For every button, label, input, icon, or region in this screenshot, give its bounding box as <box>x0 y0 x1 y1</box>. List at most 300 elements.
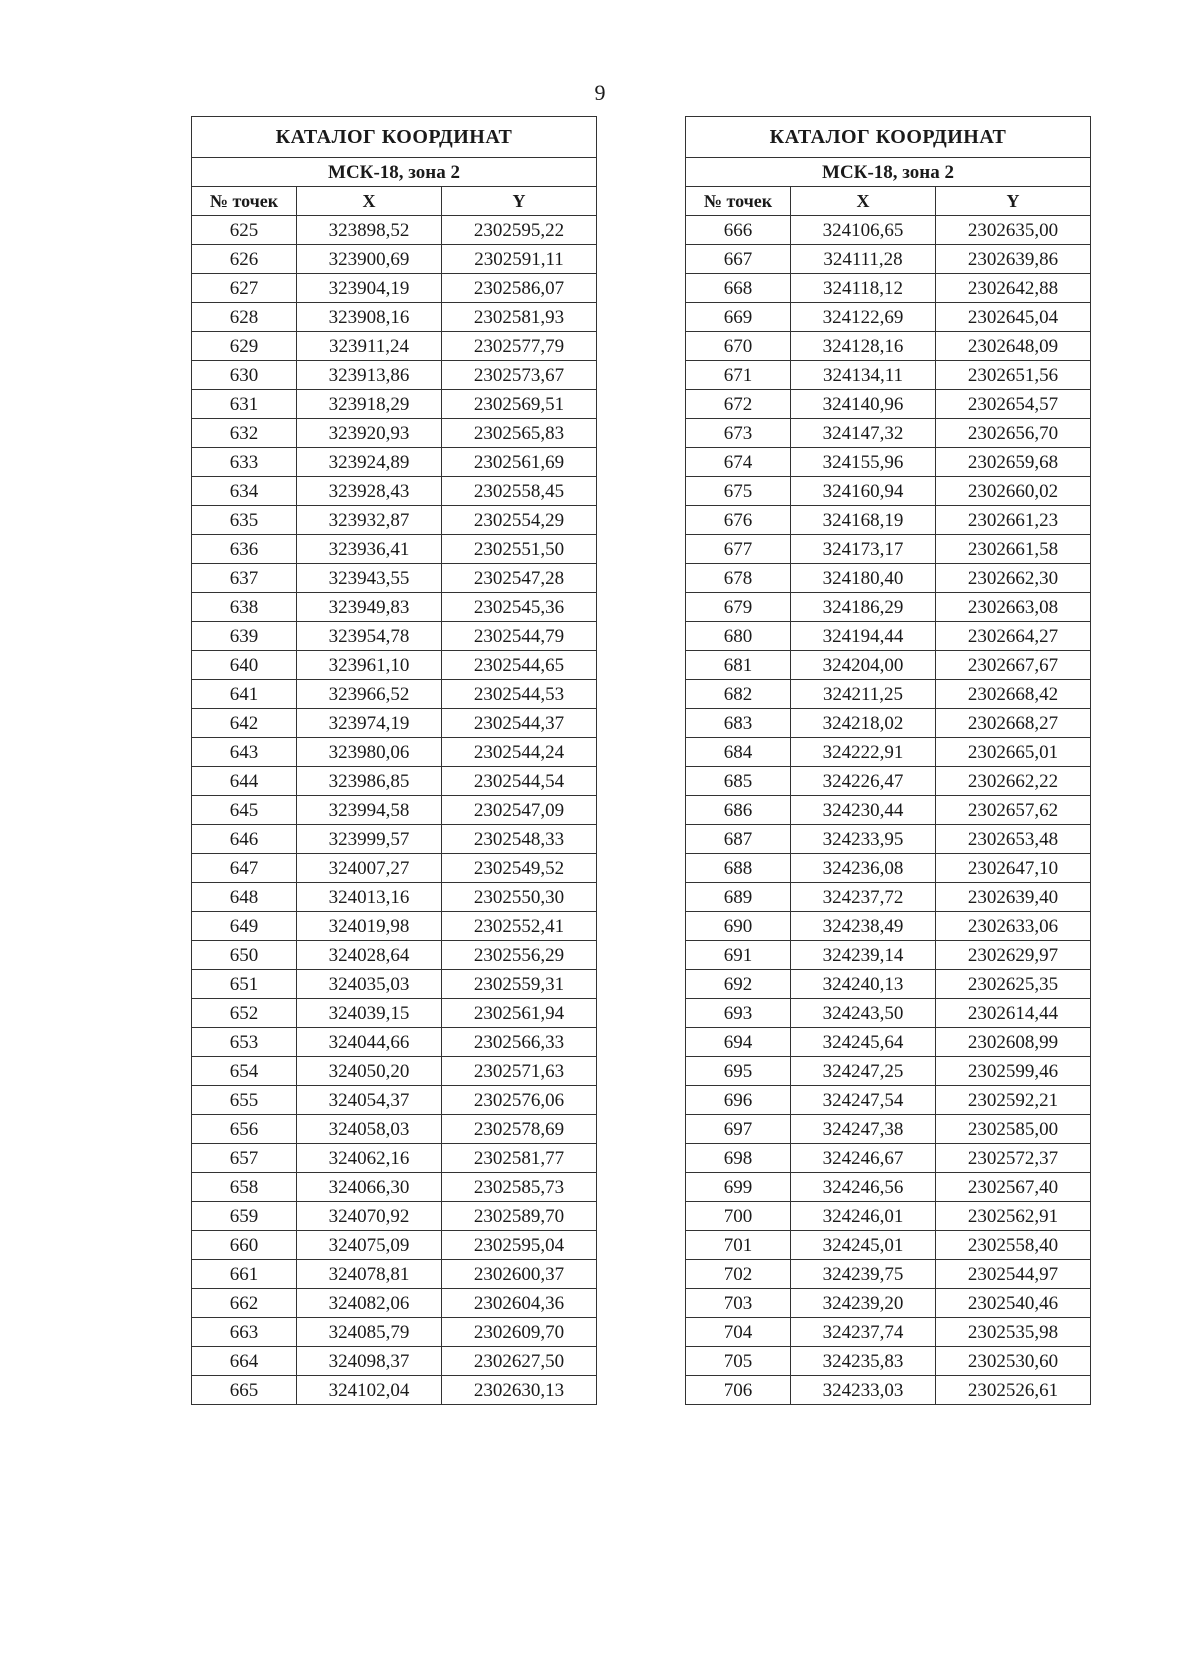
table-row <box>192 216 597 245</box>
cell-y: 2302578,69 <box>442 1115 597 1144</box>
cell-y: 2302530,60 <box>936 1347 1091 1376</box>
table-row <box>192 448 597 477</box>
table-row <box>192 970 597 999</box>
cell-y: 2302558,40 <box>936 1231 1091 1260</box>
cell-x: 323980,06 <box>297 738 442 767</box>
cell-point-number: 663 <box>192 1318 297 1347</box>
cell-point-number: 631 <box>192 390 297 419</box>
cell-point-number: 661 <box>192 1260 297 1289</box>
table-row <box>686 680 1091 709</box>
cell-x: 324194,44 <box>791 622 936 651</box>
cell-x: 323966,52 <box>297 680 442 709</box>
cell-x: 324044,66 <box>297 1028 442 1057</box>
table-row <box>192 274 597 303</box>
cell-x: 324075,09 <box>297 1231 442 1260</box>
table-row <box>192 1202 597 1231</box>
table-row <box>686 419 1091 448</box>
cell-x: 324066,30 <box>297 1173 442 1202</box>
cell-x: 324245,01 <box>791 1231 936 1260</box>
table-row <box>686 796 1091 825</box>
cell-x: 324222,91 <box>791 738 936 767</box>
cell-y: 2302668,27 <box>936 709 1091 738</box>
cell-y: 2302558,45 <box>442 477 597 506</box>
cell-point-number: 676 <box>686 506 791 535</box>
cell-x: 323911,24 <box>297 332 442 361</box>
table-row <box>192 361 597 390</box>
cell-y: 2302662,30 <box>936 564 1091 593</box>
table-row <box>686 448 1091 477</box>
cell-y: 2302544,53 <box>442 680 597 709</box>
cell-x: 324226,47 <box>791 767 936 796</box>
table-row <box>192 1231 597 1260</box>
cell-x: 324007,27 <box>297 854 442 883</box>
cell-point-number: 691 <box>686 941 791 970</box>
cell-y: 2302550,30 <box>442 883 597 912</box>
cell-x: 323974,19 <box>297 709 442 738</box>
table-row <box>686 361 1091 390</box>
cell-y: 2302591,11 <box>442 245 597 274</box>
cell-point-number: 689 <box>686 883 791 912</box>
cell-x: 324013,16 <box>297 883 442 912</box>
table-row <box>192 477 597 506</box>
cell-y: 2302604,36 <box>442 1289 597 1318</box>
cell-point-number: 703 <box>686 1289 791 1318</box>
cell-x: 323949,83 <box>297 593 442 622</box>
table-row <box>192 245 597 274</box>
cell-y: 2302633,06 <box>936 912 1091 941</box>
cell-x: 324058,03 <box>297 1115 442 1144</box>
cell-x: 324180,40 <box>791 564 936 593</box>
cell-point-number: 681 <box>686 651 791 680</box>
cell-y: 2302577,79 <box>442 332 597 361</box>
table-row <box>686 970 1091 999</box>
cell-x: 324122,69 <box>791 303 936 332</box>
cell-x: 324243,50 <box>791 999 936 1028</box>
table-row <box>192 941 597 970</box>
table-row <box>686 535 1091 564</box>
cell-x: 323999,57 <box>297 825 442 854</box>
cell-point-number: 684 <box>686 738 791 767</box>
table-row <box>686 303 1091 332</box>
cell-y: 2302664,27 <box>936 622 1091 651</box>
cell-point-number: 625 <box>192 216 297 245</box>
table-row <box>192 912 597 941</box>
cell-point-number: 655 <box>192 1086 297 1115</box>
cell-y: 2302581,77 <box>442 1144 597 1173</box>
cell-x: 324247,54 <box>791 1086 936 1115</box>
cell-point-number: 678 <box>686 564 791 593</box>
table-row <box>192 999 597 1028</box>
cell-point-number: 699 <box>686 1173 791 1202</box>
table-row <box>192 854 597 883</box>
coordinate-catalog-table-right <box>685 116 1091 1405</box>
cell-x: 324235,83 <box>791 1347 936 1376</box>
cell-x: 323904,19 <box>297 274 442 303</box>
cell-y: 2302592,21 <box>936 1086 1091 1115</box>
cell-y: 2302565,83 <box>442 419 597 448</box>
cell-y: 2302559,31 <box>442 970 597 999</box>
column-header-y: Y <box>442 187 597 216</box>
cell-x: 324218,02 <box>791 709 936 738</box>
table-row <box>192 1289 597 1318</box>
cell-point-number: 697 <box>686 1115 791 1144</box>
coordinate-system-label: МСК-18, зона 2 <box>686 158 1091 187</box>
cell-point-number: 629 <box>192 332 297 361</box>
cell-x: 323986,85 <box>297 767 442 796</box>
cell-x: 323936,41 <box>297 535 442 564</box>
cell-y: 2302661,58 <box>936 535 1091 564</box>
cell-x: 324134,11 <box>791 361 936 390</box>
table-row <box>192 1086 597 1115</box>
cell-y: 2302653,48 <box>936 825 1091 854</box>
cell-y: 2302608,99 <box>936 1028 1091 1057</box>
table-row <box>192 1376 597 1405</box>
cell-point-number: 672 <box>686 390 791 419</box>
table-row <box>192 767 597 796</box>
cell-x: 324147,32 <box>791 419 936 448</box>
cell-point-number: 654 <box>192 1057 297 1086</box>
cell-point-number: 646 <box>192 825 297 854</box>
cell-y: 2302551,50 <box>442 535 597 564</box>
table-row <box>686 332 1091 361</box>
table-row <box>192 1173 597 1202</box>
cell-y: 2302549,52 <box>442 854 597 883</box>
table-row <box>686 854 1091 883</box>
cell-x: 324240,13 <box>791 970 936 999</box>
cell-y: 2302585,00 <box>936 1115 1091 1144</box>
cell-x: 324245,64 <box>791 1028 936 1057</box>
cell-x: 324239,14 <box>791 941 936 970</box>
cell-y: 2302627,50 <box>442 1347 597 1376</box>
cell-x: 324230,44 <box>791 796 936 825</box>
cell-point-number: 686 <box>686 796 791 825</box>
table-row <box>192 1057 597 1086</box>
cell-point-number: 636 <box>192 535 297 564</box>
table-row <box>686 593 1091 622</box>
cell-x: 324186,29 <box>791 593 936 622</box>
cell-y: 2302552,41 <box>442 912 597 941</box>
cell-y: 2302625,35 <box>936 970 1091 999</box>
table-row <box>686 912 1091 941</box>
cell-y: 2302567,40 <box>936 1173 1091 1202</box>
table-row <box>686 216 1091 245</box>
cell-x: 324102,04 <box>297 1376 442 1405</box>
cell-point-number: 690 <box>686 912 791 941</box>
cell-y: 2302573,67 <box>442 361 597 390</box>
cell-x: 324233,03 <box>791 1376 936 1405</box>
table-row <box>192 738 597 767</box>
cell-y: 2302667,67 <box>936 651 1091 680</box>
cell-y: 2302566,33 <box>442 1028 597 1057</box>
cell-x: 324173,17 <box>791 535 936 564</box>
cell-y: 2302614,44 <box>936 999 1091 1028</box>
cell-x: 324035,03 <box>297 970 442 999</box>
cell-point-number: 637 <box>192 564 297 593</box>
table-row <box>192 506 597 535</box>
cell-y: 2302648,09 <box>936 332 1091 361</box>
cell-x: 324237,72 <box>791 883 936 912</box>
table-row <box>686 1173 1091 1202</box>
cell-point-number: 682 <box>686 680 791 709</box>
cell-point-number: 647 <box>192 854 297 883</box>
table-row <box>686 245 1091 274</box>
cell-x: 324233,95 <box>791 825 936 854</box>
cell-point-number: 698 <box>686 1144 791 1173</box>
cell-y: 2302535,98 <box>936 1318 1091 1347</box>
cell-point-number: 685 <box>686 767 791 796</box>
cell-x: 324098,37 <box>297 1347 442 1376</box>
cell-y: 2302629,97 <box>936 941 1091 970</box>
cell-point-number: 668 <box>686 274 791 303</box>
cell-y: 2302585,73 <box>442 1173 597 1202</box>
table-row <box>192 1144 597 1173</box>
cell-point-number: 701 <box>686 1231 791 1260</box>
cell-point-number: 692 <box>686 970 791 999</box>
table-row <box>192 651 597 680</box>
table-row <box>686 883 1091 912</box>
cell-x: 324204,00 <box>791 651 936 680</box>
cell-x: 324039,15 <box>297 999 442 1028</box>
cell-point-number: 649 <box>192 912 297 941</box>
cell-y: 2302647,10 <box>936 854 1091 883</box>
cell-x: 324054,37 <box>297 1086 442 1115</box>
cell-point-number: 696 <box>686 1086 791 1115</box>
table-row <box>686 1057 1091 1086</box>
table-row <box>192 332 597 361</box>
cell-point-number: 666 <box>686 216 791 245</box>
cell-y: 2302561,69 <box>442 448 597 477</box>
cell-point-number: 657 <box>192 1144 297 1173</box>
cell-point-number: 640 <box>192 651 297 680</box>
cell-x: 324128,16 <box>791 332 936 361</box>
cell-y: 2302540,46 <box>936 1289 1091 1318</box>
cell-point-number: 669 <box>686 303 791 332</box>
cell-x: 324211,25 <box>791 680 936 709</box>
cell-y: 2302662,22 <box>936 767 1091 796</box>
column-header-point-number: № точек <box>192 187 297 216</box>
cell-y: 2302654,57 <box>936 390 1091 419</box>
cell-x: 324155,96 <box>791 448 936 477</box>
catalog-title: КАТАЛОГ КООРДИНАТ <box>192 117 597 158</box>
catalog-title: КАТАЛОГ КООРДИНАТ <box>686 117 1091 158</box>
cell-x: 323924,89 <box>297 448 442 477</box>
cell-y: 2302659,68 <box>936 448 1091 477</box>
table-row <box>686 999 1091 1028</box>
table-row <box>192 535 597 564</box>
cell-y: 2302544,97 <box>936 1260 1091 1289</box>
table-row <box>686 738 1091 767</box>
cell-point-number: 648 <box>192 883 297 912</box>
cell-point-number: 687 <box>686 825 791 854</box>
table-row <box>686 564 1091 593</box>
cell-point-number: 659 <box>192 1202 297 1231</box>
table-row <box>686 477 1091 506</box>
cell-point-number: 693 <box>686 999 791 1028</box>
cell-point-number: 630 <box>192 361 297 390</box>
cell-point-number: 677 <box>686 535 791 564</box>
cell-y: 2302651,56 <box>936 361 1091 390</box>
table-row <box>686 767 1091 796</box>
table-row <box>686 1086 1091 1115</box>
cell-y: 2302544,37 <box>442 709 597 738</box>
cell-point-number: 705 <box>686 1347 791 1376</box>
cell-y: 2302544,65 <box>442 651 597 680</box>
cell-x: 324106,65 <box>791 216 936 245</box>
table-row <box>192 796 597 825</box>
column-header-x: X <box>791 187 936 216</box>
table-row <box>192 622 597 651</box>
table-row <box>686 506 1091 535</box>
table-row <box>686 825 1091 854</box>
cell-point-number: 627 <box>192 274 297 303</box>
cell-y: 2302569,51 <box>442 390 597 419</box>
cell-y: 2302663,08 <box>936 593 1091 622</box>
cell-point-number: 700 <box>686 1202 791 1231</box>
cell-point-number: 633 <box>192 448 297 477</box>
cell-y: 2302661,23 <box>936 506 1091 535</box>
cell-y: 2302609,70 <box>442 1318 597 1347</box>
cell-x: 323954,78 <box>297 622 442 651</box>
cell-x: 324140,96 <box>791 390 936 419</box>
cell-y: 2302572,37 <box>936 1144 1091 1173</box>
table-row <box>686 1144 1091 1173</box>
cell-y: 2302668,42 <box>936 680 1091 709</box>
table-row <box>192 1115 597 1144</box>
cell-y: 2302645,04 <box>936 303 1091 332</box>
cell-point-number: 638 <box>192 593 297 622</box>
table-row <box>192 1260 597 1289</box>
cell-y: 2302600,37 <box>442 1260 597 1289</box>
table-row <box>192 709 597 738</box>
cell-point-number: 706 <box>686 1376 791 1405</box>
cell-y: 2302556,29 <box>442 941 597 970</box>
cell-x: 324239,20 <box>791 1289 936 1318</box>
cell-y: 2302595,04 <box>442 1231 597 1260</box>
cell-point-number: 688 <box>686 854 791 883</box>
cell-point-number: 644 <box>192 767 297 796</box>
cell-point-number: 652 <box>192 999 297 1028</box>
cell-x: 324070,92 <box>297 1202 442 1231</box>
cell-point-number: 664 <box>192 1347 297 1376</box>
cell-point-number: 662 <box>192 1289 297 1318</box>
cell-point-number: 626 <box>192 245 297 274</box>
table-row <box>192 303 597 332</box>
table-row <box>192 564 597 593</box>
cell-x: 324111,28 <box>791 245 936 274</box>
column-header-y: Y <box>936 187 1091 216</box>
cell-point-number: 702 <box>686 1260 791 1289</box>
cell-x: 323898,52 <box>297 216 442 245</box>
cell-x: 323908,16 <box>297 303 442 332</box>
table-body <box>192 216 597 1405</box>
table-row <box>686 941 1091 970</box>
cell-point-number: 656 <box>192 1115 297 1144</box>
table-row <box>686 1376 1091 1405</box>
cell-y: 2302544,24 <box>442 738 597 767</box>
cell-x: 324168,19 <box>791 506 936 535</box>
cell-x: 324246,01 <box>791 1202 936 1231</box>
cell-x: 323918,29 <box>297 390 442 419</box>
cell-x: 323920,93 <box>297 419 442 448</box>
cell-x: 324247,25 <box>791 1057 936 1086</box>
cell-x: 324078,81 <box>297 1260 442 1289</box>
table-body <box>686 216 1091 1405</box>
column-header-x: X <box>297 187 442 216</box>
table-row <box>686 390 1091 419</box>
page-number: 9 <box>594 80 606 105</box>
cell-point-number: 639 <box>192 622 297 651</box>
cell-x: 323943,55 <box>297 564 442 593</box>
cell-y: 2302657,62 <box>936 796 1091 825</box>
cell-point-number: 670 <box>686 332 791 361</box>
cell-point-number: 694 <box>686 1028 791 1057</box>
table-row <box>686 1318 1091 1347</box>
table-row <box>192 680 597 709</box>
cell-point-number: 645 <box>192 796 297 825</box>
cell-x: 324062,16 <box>297 1144 442 1173</box>
cell-x: 324237,74 <box>791 1318 936 1347</box>
cell-point-number: 680 <box>686 622 791 651</box>
cell-x: 324239,75 <box>791 1260 936 1289</box>
cell-y: 2302545,36 <box>442 593 597 622</box>
cell-point-number: 675 <box>686 477 791 506</box>
cell-point-number: 634 <box>192 477 297 506</box>
cell-point-number: 667 <box>686 245 791 274</box>
cell-y: 2302639,86 <box>936 245 1091 274</box>
cell-x: 323994,58 <box>297 796 442 825</box>
cell-y: 2302526,61 <box>936 1376 1091 1405</box>
table-row <box>686 1289 1091 1318</box>
cell-point-number: 704 <box>686 1318 791 1347</box>
cell-x: 323932,87 <box>297 506 442 535</box>
table-row <box>686 1231 1091 1260</box>
cell-x: 324247,38 <box>791 1115 936 1144</box>
table-row <box>686 1028 1091 1057</box>
table-row <box>686 1347 1091 1376</box>
cell-x: 324019,98 <box>297 912 442 941</box>
cell-y: 2302665,01 <box>936 738 1091 767</box>
cell-y: 2302599,46 <box>936 1057 1091 1086</box>
cell-point-number: 671 <box>686 361 791 390</box>
cell-point-number: 665 <box>192 1376 297 1405</box>
table-row <box>192 825 597 854</box>
cell-x: 323928,43 <box>297 477 442 506</box>
table-row <box>192 1347 597 1376</box>
cell-y: 2302595,22 <box>442 216 597 245</box>
cell-y: 2302547,28 <box>442 564 597 593</box>
cell-x: 324082,06 <box>297 1289 442 1318</box>
cell-y: 2302635,00 <box>936 216 1091 245</box>
cell-x: 324238,49 <box>791 912 936 941</box>
cell-point-number: 635 <box>192 506 297 535</box>
cell-y: 2302581,93 <box>442 303 597 332</box>
cell-y: 2302642,88 <box>936 274 1091 303</box>
table-row <box>192 419 597 448</box>
cell-point-number: 695 <box>686 1057 791 1086</box>
coordinate-system-label: МСК-18, зона 2 <box>192 158 597 187</box>
cell-point-number: 683 <box>686 709 791 738</box>
cell-x: 324118,12 <box>791 274 936 303</box>
cell-y: 2302554,29 <box>442 506 597 535</box>
cell-x: 324085,79 <box>297 1318 442 1347</box>
table-row <box>686 709 1091 738</box>
table-row <box>686 1260 1091 1289</box>
table-row <box>686 651 1091 680</box>
cell-x: 324236,08 <box>791 854 936 883</box>
cell-x: 324050,20 <box>297 1057 442 1086</box>
cell-x: 324246,67 <box>791 1144 936 1173</box>
table-row <box>192 593 597 622</box>
